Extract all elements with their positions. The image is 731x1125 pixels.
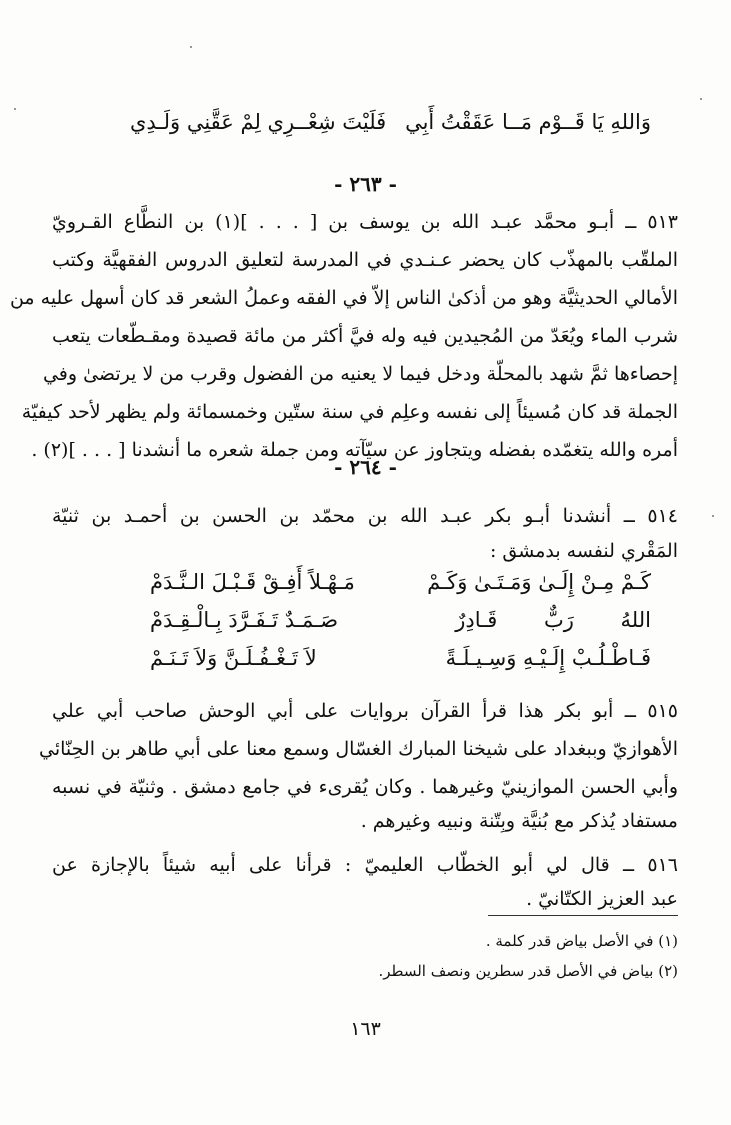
poem-right-hemistich: فَـاطْـلُـبْ إِلَـيْـهِ وَسِـيـلَـةً — [445, 646, 651, 670]
entry-513-line: أمره والله يتغمّده بفضله ويتجاوز عن سيّآته ومن جملة شعره ما أنشدنا [ . . . ](٢) . — [31, 439, 678, 461]
entry-514-line: ٥١٤ ــ أنشدنا أبـو بكر عبـد الله بن محمّد بن الحسن بن أحمـد بن ثنيّة — [52, 505, 678, 527]
footnote-1: (١) في الأصل بياض قدر كلمة . — [485, 932, 678, 950]
entry-513-line: الملقّب بالمهذّب كان يحضر عـنـدي في المدرسة لتعليق الدروس الفقهيَّة وكتب — [52, 249, 678, 271]
entry-516-line: ٥١٦ ــ قال لي أبو الخطّاب العليميّ : قرأنا على أبيه شيئاً بالإجازة عن — [52, 854, 678, 876]
top-verse-right-hemistich: وَاللهِ يَا قَــوْم مَــا عَقَقْتُ أَبِي — [405, 110, 651, 134]
entry-515-line: الأهوازيّ وببغداد على شيخنا المبارك الغسّال وسمع معنا على أبي طاهر بن الحِنّائي — [39, 738, 678, 760]
poem-left-hemistich: مَـهْـلاً أَفِـقْ قَـبْـلَ الـنَّـدَمْ — [150, 570, 355, 594]
footnote-2: (٢) بياض في الأصل قدر سطرين ونصف السطر. — [378, 962, 678, 980]
footnote-divider — [488, 915, 678, 916]
section-heading-264: - ٢٦٤ - — [334, 455, 397, 479]
entry-515-line: مستفاد يُذكر مع بُنيَّة وبِتّنة ونبيه وغيرهم . — [360, 810, 678, 832]
poem-verse — [0, 646, 731, 682]
top-verse-left-hemistich: فَلَيْتَ شِعْــرِي لِمْ عَقَّنِي وَلَـدِي — [130, 110, 387, 134]
entry-515-line: ٥١٥ ــ أبو بكر هذا قرأ القرآن بروايات على أبي الوحش صاحب أبي علي — [52, 700, 678, 722]
poem-verse — [0, 608, 731, 644]
scan-speck — [700, 98, 702, 100]
poem-verse — [0, 570, 731, 606]
entry-513-line: شرب الماء ويُعَدّ من المُجيدين فيه وله فيَّ أكثر من مائة قصيدة ومقـطّعات يتعب — [52, 325, 678, 347]
section-heading-263: - ٢٦٣ - — [334, 172, 397, 196]
poem-left-hemistich: لاَ تَـغْـفُـلَـنَّ وَلاَ تَـنَـمْ — [150, 646, 317, 670]
entry-513-line: ٥١٣ ــ أبـو محمَّد عبـد الله بن يوسف بن [ . . . ](١) بن النطَّاع القـرويّ — [52, 211, 679, 233]
poem-right-hemistich: اللهُ رَبٌّ قَـادِرٌ — [455, 608, 651, 632]
entry-515-line: وأبي الحسن الموازينيّ وغيرهما . وكان يُقرىء في جامع دمشق . وثنيّة في نسبه — [52, 776, 678, 798]
top-verse — [0, 110, 731, 146]
page-number: ١٦٣ — [350, 1018, 381, 1040]
poem-left-hemistich: صَـمَـدٌ تَـفَـرَّدَ بِـالْـقِـدَمْ — [150, 608, 339, 632]
scan-speck — [190, 46, 192, 48]
entry-516-line: عبد العزيز الكتّانيّ . — [526, 888, 678, 910]
poem-right-hemistich: كَـمْ مِـنْ إِلَـىٰ وَمَـتَـىٰ وَكَـمْ — [427, 570, 651, 594]
entry-514-line: المَقْري لنفسه بدمشق : — [489, 540, 678, 562]
entry-513-line: الأمالي الحديثيَّة وهو من أذكىٰ الناس إلاّ في الفقه وعملُ الشعر قد كان أسهل عليه من — [9, 287, 678, 309]
scan-speck — [712, 515, 714, 517]
entry-513-line: إحصاءها ثمَّ شهد بالمحلّة ودخل فيما لا يعنيه من الفضول وقرب من لا يرتضىٰ وفي — [42, 363, 678, 385]
entry-513-line: الجملة قد كان مُسيئاً إلى نفسه وعلِم في سنة ستّين وخمسمائة ولم يظهر لأحد كيفيّة — [21, 401, 678, 423]
